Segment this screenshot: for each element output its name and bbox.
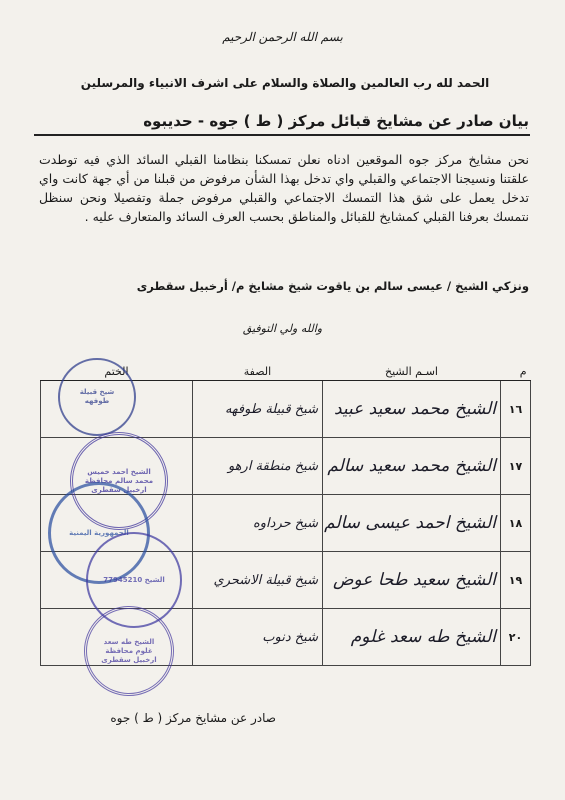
row-name <box>323 381 501 438</box>
row-stamp <box>41 495 193 552</box>
endorsement-line: ونزكي الشيخ / عيسى سالم بن ياقوت شيخ مشايخ م/ أرخبيل سقطرى <box>136 279 529 293</box>
table-header-row <box>41 362 531 381</box>
table-row <box>41 438 531 495</box>
row-title <box>193 381 323 438</box>
republic-seal-stamp: الجمهورية اليمنية <box>48 482 150 584</box>
row-name <box>323 438 501 495</box>
row-name <box>323 552 501 609</box>
header-name: اسـم الشيخ <box>323 362 501 381</box>
greeting-line: الحمد لله رب العالمين والصلاة والسلام على اشرف الانبياء والمرسلين <box>80 76 490 90</box>
row-title <box>193 438 323 495</box>
table-row <box>41 495 531 552</box>
signature-table <box>40 362 531 666</box>
row-title <box>193 552 323 609</box>
row-num: ١٧ <box>501 438 531 495</box>
governorate-stamp: الشيخ طه سعد غلوم محافظة ارخبيل سقطرى <box>84 606 174 696</box>
table-row <box>41 609 531 666</box>
closing-phrase: والله ولي التوفيق <box>242 322 323 335</box>
sheikh-stamp: الشيخ احمد خميس محمد سالم محافظة ارخبيل سقطرى <box>70 432 168 530</box>
footer-issued-by: صادر عن مشايخ مركز ( ط ) جوه <box>110 711 276 725</box>
row-num: ٢٠ <box>501 609 531 666</box>
sheikh-phone-stamp: الشيخ 77945210 <box>86 532 182 628</box>
row-title <box>193 495 323 552</box>
handwritten-name: الشيخ سعيد طحا عوض <box>332 570 496 590</box>
row-stamp <box>41 438 193 495</box>
header-stamp: الختم <box>41 362 193 381</box>
handwritten-title: شيخ قبيلة طوفهه <box>224 401 318 417</box>
handwritten-name: الشيخ طه سعد غلوم <box>350 627 496 647</box>
row-title <box>193 609 323 666</box>
handwritten-title: شيخ منطقة ارهو <box>227 458 318 474</box>
header-title: الصفة <box>193 362 323 381</box>
handwritten-title: شيخ قبيلة الاشحري <box>213 572 318 588</box>
handwritten-title: شيخ دنوب <box>262 629 318 645</box>
document-title: بيان صادر عن مشايخ قبائل مركز ( ط ) جوه - حديبوه <box>143 112 529 130</box>
row-name <box>323 609 501 666</box>
row-num: ١٨ <box>501 495 531 552</box>
table-row <box>41 552 531 609</box>
handwritten-title: شيخ حرداوه <box>252 515 318 531</box>
basmala: بسم الله الرحمن الرحيم <box>222 30 343 44</box>
title-underline <box>34 134 530 136</box>
statement-body: نحن مشايخ مركز جوه الموقعين ادناه نعلن تمسكنا بنظامنا القبلي السائد الذي فيه توطدت علقتنا ونسيجنا الاجتماعي والقبلي واي تدخل بهذا الشأن مرفوض من قبلنا من أي جهة كانت واي تدخل يعمل على شق هذا التمسك الاجتماعي والقبلي مرفوض جملة وتفصيلا ونحن سنظل نتمسك بعرفنا القبلي كمشايخ للقبائل والمناطق بحسب العرف السائد والمتعارف عليه . <box>39 152 529 224</box>
table-row <box>41 381 531 438</box>
row-stamp <box>41 609 193 666</box>
row-stamp <box>41 381 193 438</box>
row-name <box>323 495 501 552</box>
row-num: ١٦ <box>501 381 531 438</box>
handwritten-name: الشيخ احمد عيسى سالم <box>324 513 496 533</box>
header-num: م <box>501 362 531 381</box>
handwritten-name: الشيخ محمد سعيد عبيد <box>333 399 496 419</box>
row-num: ١٩ <box>501 552 531 609</box>
tribal-stamp: شيخ قبيلة طوفهه <box>58 358 136 436</box>
handwritten-name: الشيخ محمد سعيد سالم <box>327 456 496 476</box>
row-stamp <box>41 552 193 609</box>
